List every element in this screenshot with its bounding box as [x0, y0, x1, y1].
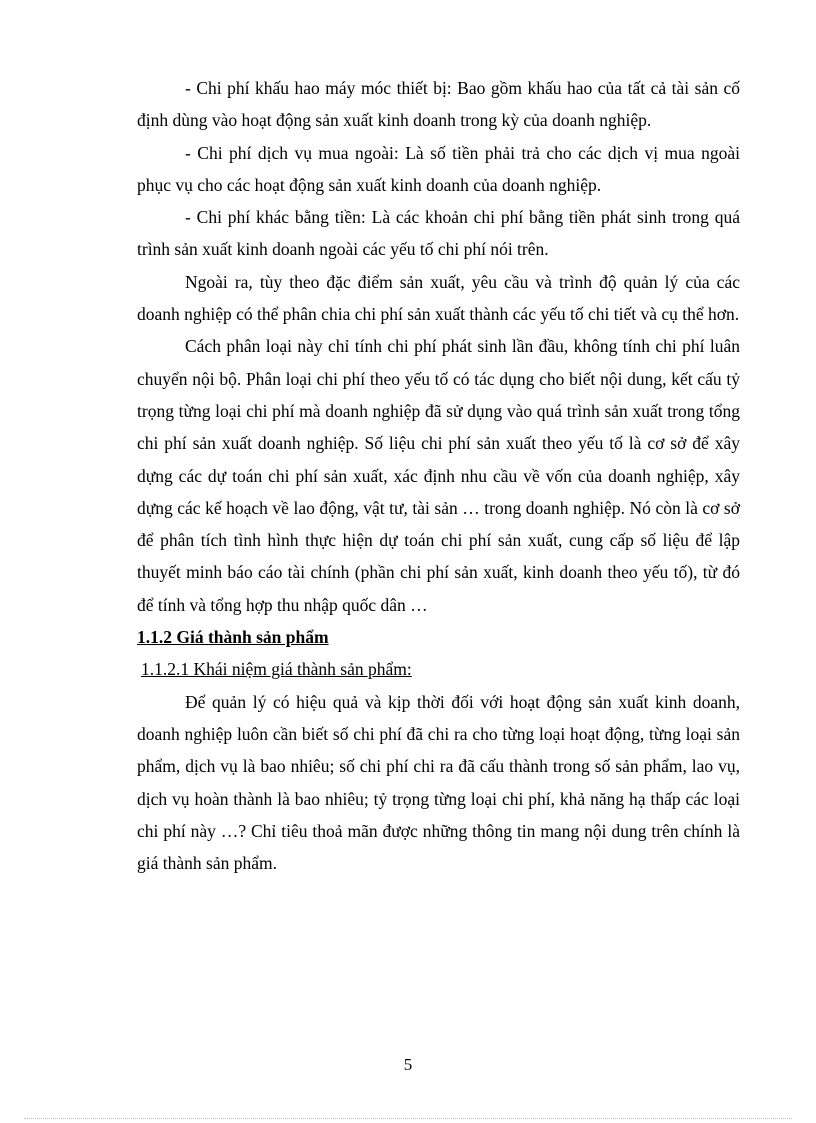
paragraph-cost-price-concept: Để quản lý có hiệu quả và kịp thời đối với hoạt động sản xuất kinh doanh, doanh nghiệp luôn cần biết số chi phí đã chi ra cho từng loại hoạt động, từng loại sản phẩm, dịch vụ là bao nhiêu; số chi phí chi ra đã cấu thành trong số sản phẩm, lao vụ, dịch vụ hoàn thành là bao nhiêu; tỷ trọng từng loại chi phí, khả năng hạ thấp các loại chi phí này …? Chỉ tiêu thoả mãn được những thông tin mang nội dung trên chính là giá thành sản phẩm.: [137, 691, 740, 874]
document-body: [137, 72, 740, 879]
section-heading: 1.1.2 Giá thành sản phẩm: [137, 627, 329, 648]
page-number: 5: [403, 1055, 413, 1074]
paragraph-outsourced-services-cost: - Chi phí dịch vụ mua ngoài: Là số tiền phải trả cho các dịch vị mua ngoài phục vụ cho các hoạt động sản xuất kinh doanh của doanh nghiệp.: [137, 142, 740, 195]
paragraph-other-cash-cost: - Chi phí khác bằng tiền: Là các khoản chi phí bằng tiền phát sinh trong quá trình sản xuất kinh doanh ngoài các yếu tố chi phí nói trên.: [137, 207, 740, 260]
page-bottom-divider: [24, 1118, 792, 1119]
paragraph-depreciation-cost: - Chi phí khấu hao máy móc thiết bị: Bao gồm khấu hao của tất cả tài sản cố định dùng vào hoạt động sản xuất kinh doanh trong kỳ của doanh nghiệp.: [137, 78, 740, 131]
paragraph-classification-purpose: Cách phân loại này chỉ tính chi phí phát sinh lần đầu, không tính chi phí luân chuyển nội bộ. Phân loại chi phí theo yếu tố có tác dụng cho biết nội dung, kết cấu tỷ trọng từng loại chi phí mà doanh nghiệp đã sử dụng vào quá trình sản xuất trong tổng chi phí sản xuất doanh nghiệp. Số liệu chi phí sản xuất theo yếu tố là cơ sở để xây dựng các dự toán chi phí sản xuất, xác định nhu cầu về vốn của doanh nghiệp, xây dựng các kế hoạch về lao động, vật tư, tài sản … trong doanh nghiệp. Nó còn là cơ sở để phân tích tình hình thực hiện dự toán chi phí sản xuất, cung cấp số liệu để lập thuyết minh báo cáo tài chính (phần chi phí sản xuất, kinh doanh theo yếu tố), từ đó để tính và tổng hợp thu nhập quốc dân …: [137, 336, 740, 615]
paragraph-additional-classification: Ngoài ra, tùy theo đặc điểm sản xuất, yêu cầu và trình độ quản lý của các doanh nghiệp có thể phân chia chi phí sản xuất thành các yếu tố chi tiết và cụ thể hơn.: [137, 271, 740, 325]
subsection-heading: 1.1.2.1 Khái niệm giá thành sản phẩm:: [141, 659, 412, 680]
